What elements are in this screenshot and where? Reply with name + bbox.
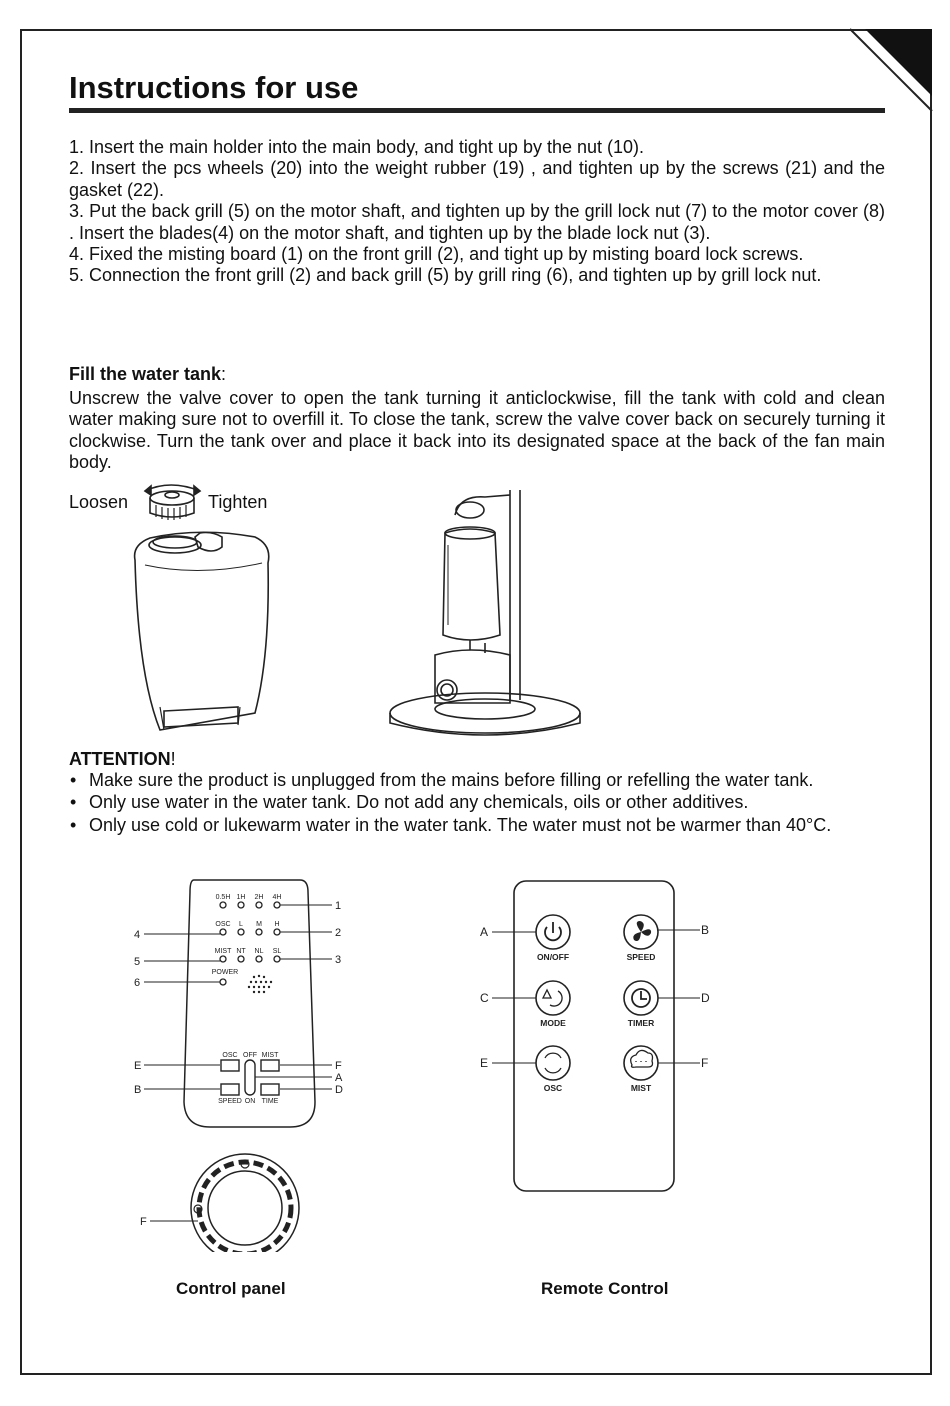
indicator-label-2h: 2H xyxy=(254,894,264,901)
indicator-label-l: L xyxy=(239,921,243,928)
step-4: 4. Fixed the misting board (1) on the front grill (2), and tight up by misting board lock screws. xyxy=(69,244,804,265)
moon-tree-icon xyxy=(543,990,562,1006)
attention-list xyxy=(69,770,885,837)
mist-panel-button xyxy=(261,1060,279,1071)
timer-label: TIMER xyxy=(627,1018,655,1028)
mode-remote-button xyxy=(536,981,570,1015)
callout-5: 5 xyxy=(134,956,141,968)
attention-heading-text: ATTENTION xyxy=(69,749,171,769)
rotate-arrow-icon xyxy=(145,485,200,491)
button-label-osc: OSC xyxy=(222,1052,238,1059)
fill-tank-heading-suffix: : xyxy=(221,364,227,384)
remote-callout-f: F xyxy=(701,1056,709,1070)
callout-1: 1 xyxy=(335,900,342,912)
loosen-label: Loosen xyxy=(69,492,129,512)
control-panel-diagram xyxy=(120,872,380,1252)
callout-d: D xyxy=(335,1084,343,1096)
attention-item-2: • Only use water in the water tank. Do not add any chemicals, oils or other additives. xyxy=(69,792,885,813)
fill-tank-text: Unscrew the valve cover to open the tank turning it anticlockwise, fill the tank with cold and clean water making sure not to overfill it. To close the tank, screw the valve cover back on securely turning it clockwise. Turn the tank over and place it back into its designated space at the back of the fan main body. xyxy=(69,388,885,473)
mode-label: MODE xyxy=(540,1018,566,1028)
step-2: 2. Insert the pcs wheels (20) into the weight rubber (19) , and tighten up by the screws (21) and the gasket (22). xyxy=(69,158,885,200)
callout-e: E xyxy=(134,1060,142,1072)
remote-callout-c: C xyxy=(480,991,489,1005)
time-panel-button xyxy=(261,1084,279,1095)
button-label-speed: SPEED xyxy=(218,1098,242,1105)
remote-callout-a: A xyxy=(480,925,489,939)
remote-callout-b: B xyxy=(701,923,710,937)
power-icon xyxy=(545,922,561,940)
speaker-grille-icon xyxy=(248,975,272,993)
indicator-label-4h: 4H xyxy=(272,894,282,901)
indicator-led xyxy=(238,902,244,908)
callout-4: 4 xyxy=(134,929,141,941)
control-panel-caption: Control panel xyxy=(176,1279,286,1298)
fan-icon xyxy=(633,921,651,941)
attention-item-1: • Make sure the product is unplugged from the mains before filling or refelling the water tank. xyxy=(69,770,885,791)
oscillate-icon xyxy=(545,1053,561,1073)
indicator-label-05h: 0.5H xyxy=(215,894,231,901)
tighten-label: Tighten xyxy=(208,492,268,512)
indicator-label-h: H xyxy=(274,921,280,928)
indicator-label-nt: NT xyxy=(236,948,246,955)
osc-label: OSC xyxy=(543,1083,563,1093)
attention-heading-suffix: ! xyxy=(170,749,176,769)
power-slide-switch xyxy=(245,1060,255,1095)
cloud-mist-icon xyxy=(631,1050,653,1067)
step-3: 3. Put the back grill (5) on the motor shaft, and tighten up by the grill lock nut (7) to the motor cover (8) . Insert the blades(4) on the motor shaft, and tighten up by the blade lock nut (3). xyxy=(69,201,885,243)
fill-tank-heading-text: Fill the water tank xyxy=(69,364,222,384)
assembly-steps xyxy=(69,137,885,287)
callout-3: 3 xyxy=(335,954,342,966)
water-tank-illustration xyxy=(120,475,290,745)
button-label-time: TIME xyxy=(261,1098,279,1105)
remote-control-diagram xyxy=(470,875,730,1205)
indicator-label-osc: OSC xyxy=(215,921,231,928)
step-1: 1. Insert the main holder into the main body, and tight up by the nut (10). xyxy=(69,137,645,157)
step-5: 5. Connection the front grill (2) and back grill (5) by grill ring (6), and tighten up by grill lock nut. xyxy=(69,265,822,286)
remote-body xyxy=(514,881,674,1191)
indicator-label-m: M xyxy=(256,921,262,928)
remote-control-caption: Remote Control xyxy=(541,1279,669,1298)
indicator-led xyxy=(256,956,262,962)
speed-panel-button xyxy=(221,1084,239,1095)
speed-label: SPEED xyxy=(626,952,656,962)
attention-heading xyxy=(69,749,176,770)
osc-remote-button xyxy=(536,1046,570,1080)
callout-2: 2 xyxy=(335,927,342,939)
page-title: Instructions for use xyxy=(69,70,359,105)
indicator-led xyxy=(274,902,280,908)
title-rule xyxy=(69,108,885,113)
indicator-led xyxy=(256,902,262,908)
indicator-led xyxy=(274,929,280,935)
callout-f: F xyxy=(335,1060,342,1072)
attention-item-3: • Only use cold or lukewarm water in the water tank. The water must not be warmer than 40°C. xyxy=(69,815,885,836)
callout-a: A xyxy=(335,1072,343,1084)
indicator-led xyxy=(238,956,244,962)
fill-tank-heading xyxy=(69,364,226,385)
remote-callout-d: D xyxy=(701,991,710,1005)
remote-callout-e: E xyxy=(480,1056,489,1070)
power-led xyxy=(220,979,226,985)
callout-b: B xyxy=(134,1084,142,1096)
indicator-label-1h: 1H xyxy=(236,894,246,901)
indicator-led xyxy=(220,929,226,935)
indicator-led xyxy=(220,956,226,962)
panel-body xyxy=(184,880,315,1127)
button-label-mist: MIST xyxy=(261,1052,279,1059)
indicator-label-mist: MIST xyxy=(214,948,232,955)
callout-knob-f: F xyxy=(140,1216,147,1228)
mist-label: MIST xyxy=(630,1083,652,1093)
indicator-led xyxy=(238,929,244,935)
fan-base-illustration xyxy=(385,485,590,750)
indicator-label-sl: SL xyxy=(272,948,282,955)
button-label-off: OFF xyxy=(243,1052,257,1059)
clock-icon xyxy=(632,989,650,1007)
indicator-led xyxy=(220,902,226,908)
indicator-led xyxy=(274,956,280,962)
osc-panel-button xyxy=(221,1060,239,1071)
callout-6: 6 xyxy=(134,977,141,989)
power-label: POWER xyxy=(211,969,239,976)
onoff-label: ON/OFF xyxy=(536,952,570,962)
indicator-led xyxy=(256,929,262,935)
indicator-label-nl: NL xyxy=(254,948,264,955)
button-label-on: ON xyxy=(244,1098,256,1105)
